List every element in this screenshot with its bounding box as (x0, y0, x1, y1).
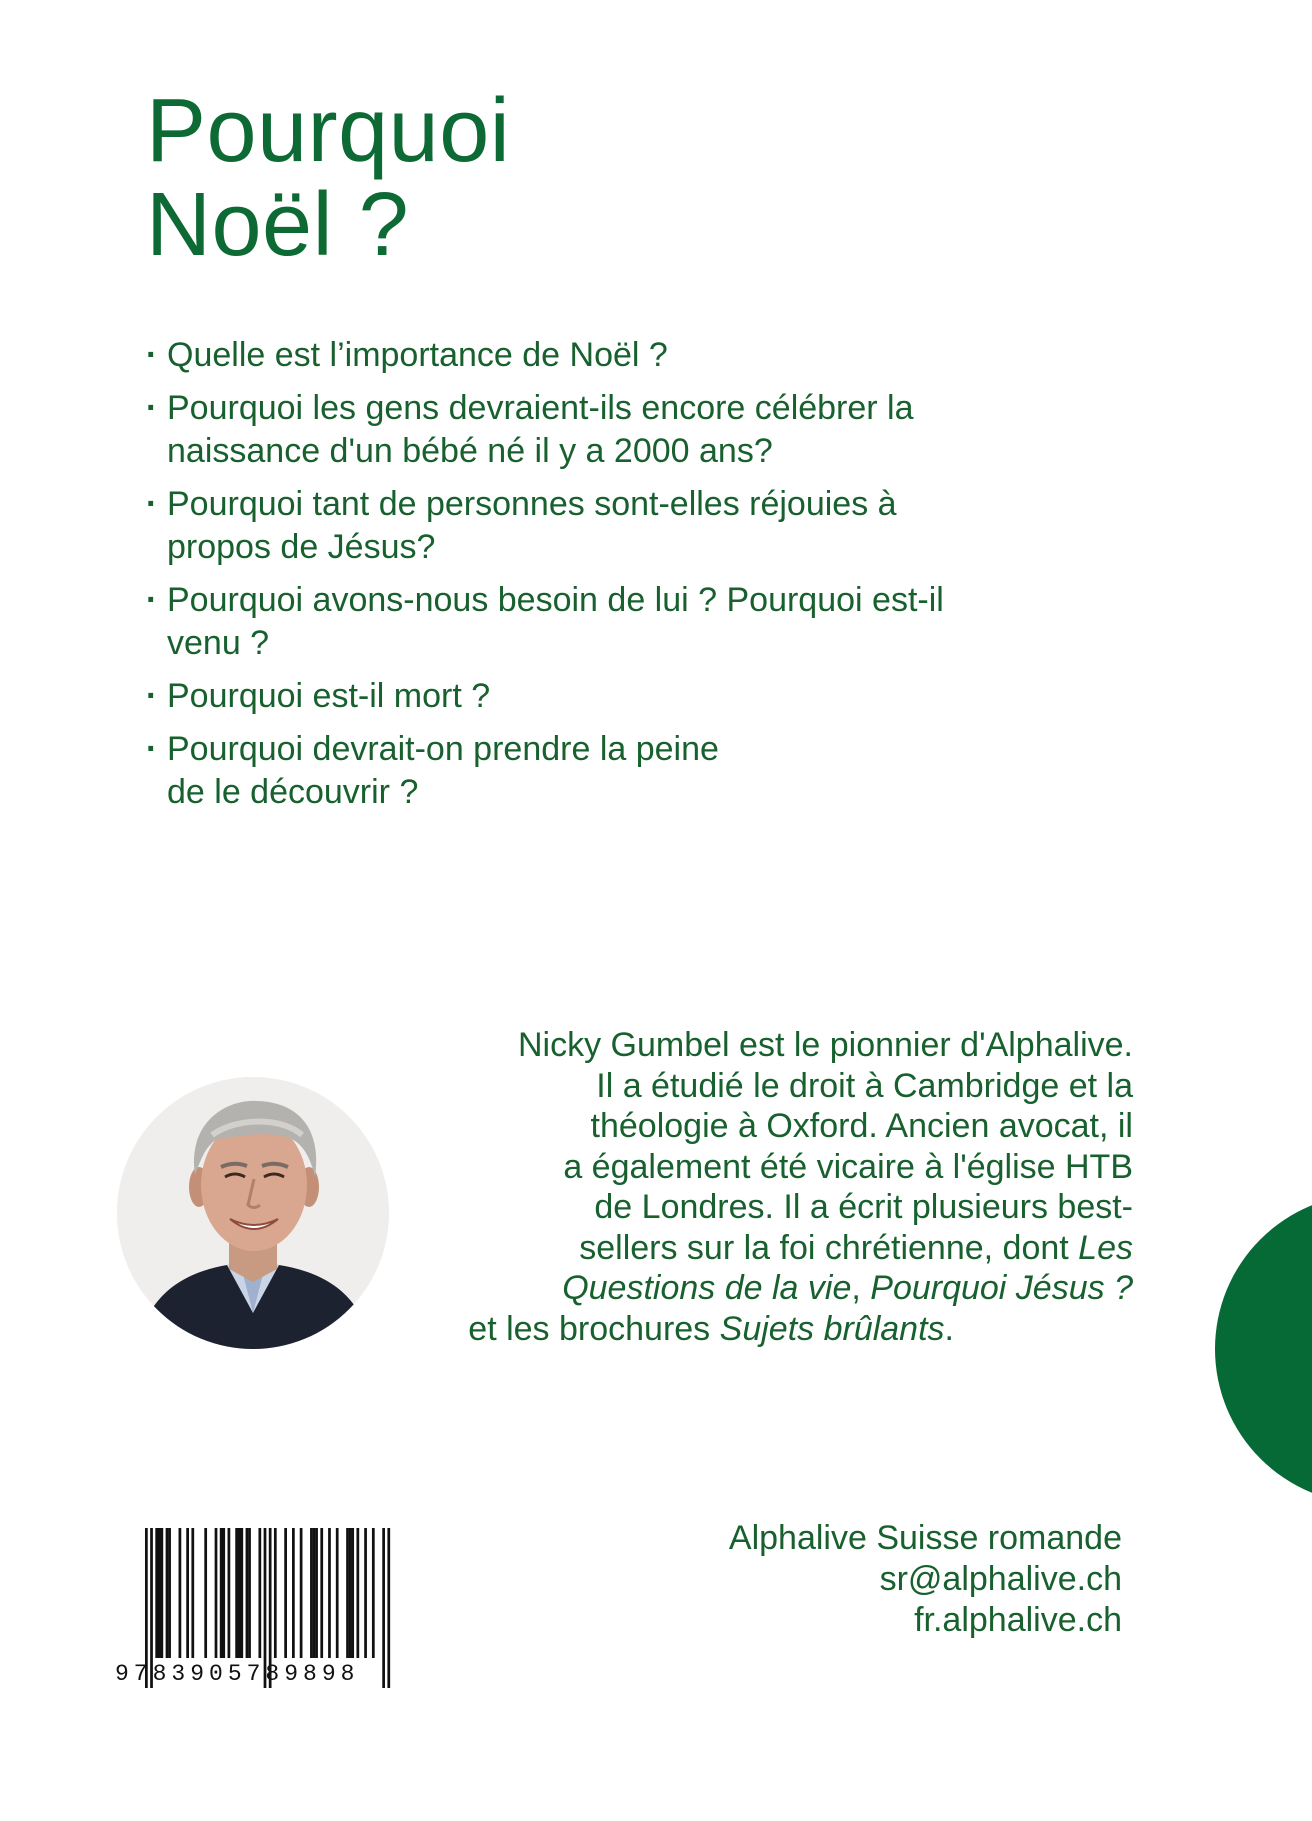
barcode-bar (310, 1528, 313, 1658)
bio-line: a également été vicaire à l'église HTB (563, 1147, 1133, 1186)
barcode-bar (349, 1528, 352, 1658)
question-item: · Pourquoi devrait-on prendre la peine de le découvrir ? (146, 728, 1146, 814)
bio-line: théologie à Oxford. Ancien avocat, il (590, 1107, 1133, 1145)
barcode-bar (372, 1528, 375, 1658)
isbn-number: 9783905789898 (115, 1661, 360, 1687)
bio-line: de Londres. Il a écrit plusieurs best- (594, 1188, 1133, 1226)
question-item: · Pourquoi tant de personnes sont-elles réjouies à propos de Jésus? (146, 483, 1146, 569)
barcode-bar (204, 1528, 207, 1658)
barcode-bar (313, 1528, 316, 1658)
question-item: · Pourquoi est-il mort ? (146, 675, 1146, 718)
barcode-bar (228, 1528, 231, 1658)
barcode-bar (238, 1528, 241, 1658)
book-title-italic: Sujets brûlants (719, 1309, 945, 1348)
barcode-bar (300, 1528, 303, 1658)
barcode-bar (351, 1528, 354, 1658)
book-title (146, 81, 511, 275)
barcode-bar (158, 1528, 161, 1658)
bio-text: . (944, 1309, 954, 1348)
bio-text: et les brochures (468, 1309, 720, 1348)
title-line-1: Pourquoi (146, 81, 511, 181)
barcode-bar (186, 1528, 189, 1658)
barcode-bar (168, 1528, 171, 1658)
barcode-bar (220, 1528, 223, 1658)
barcode-bar (179, 1528, 182, 1658)
author-photo-icon (117, 1077, 389, 1349)
barcode-bar (191, 1528, 194, 1658)
barcode-bar (320, 1528, 323, 1658)
question-item: · Quelle est l’importance de Noël ? (146, 334, 1146, 377)
author-bio (360, 1025, 1133, 1349)
barcode-bar (284, 1528, 287, 1658)
barcode-bar (222, 1528, 225, 1658)
author-portrait (117, 1077, 389, 1349)
barcode-bar (356, 1528, 359, 1658)
barcode-bar (328, 1528, 331, 1658)
question-item: · Pourquoi les gens devraient-ils encore célébrer la naissance d'un bébé né il y a 2000 ans? (146, 387, 1146, 473)
bio-line (360, 1268, 1133, 1309)
book-title-italic: Pourquoi Jésus ? (870, 1269, 1133, 1307)
decorative-green-circle (1215, 1194, 1312, 1504)
barcode-bar (215, 1528, 218, 1658)
barcode-bar (258, 1528, 261, 1658)
barcode-bar (235, 1528, 238, 1658)
contact-email[interactable]: sr@alphalive.ch (879, 1560, 1122, 1598)
barcode-bar (315, 1528, 318, 1658)
contact-website[interactable]: fr.alphalive.ch (914, 1601, 1122, 1639)
bio-line: Il a étudié le droit à Cambridge et la (596, 1066, 1133, 1105)
barcode-bar (336, 1528, 339, 1658)
barcode-bar (364, 1528, 367, 1658)
contact-info (560, 1518, 1122, 1641)
barcode-bar (274, 1528, 277, 1658)
barcode-bar (346, 1528, 349, 1658)
question-item: · Pourquoi avons-nous besoin de lui ? Pourquoi est-il venu ? (146, 579, 1146, 665)
bio-line: Nicky Gumbel est le pionnier d'Alphalive. (517, 1026, 1133, 1064)
questions-list (146, 334, 1146, 824)
bio-text: , (851, 1269, 871, 1307)
barcode-bar (155, 1528, 158, 1658)
bio-line (360, 1228, 1133, 1269)
barcode-bar (166, 1528, 169, 1658)
book-title-italic: Questions de la vie (562, 1269, 852, 1307)
barcode-bar (292, 1528, 295, 1658)
barcode-bar (248, 1528, 251, 1658)
bio-line (360, 1309, 1133, 1350)
barcode-bar (240, 1528, 243, 1658)
barcode-bar (160, 1528, 163, 1658)
title-line-2: Noël ? (146, 175, 410, 275)
book-title-italic: Les (1078, 1228, 1133, 1267)
barcode-bar (246, 1528, 249, 1658)
contact-organization: Alphalive Suisse romande (728, 1519, 1122, 1557)
bio-text: sellers sur la foi chrétienne, dont (579, 1228, 1079, 1267)
